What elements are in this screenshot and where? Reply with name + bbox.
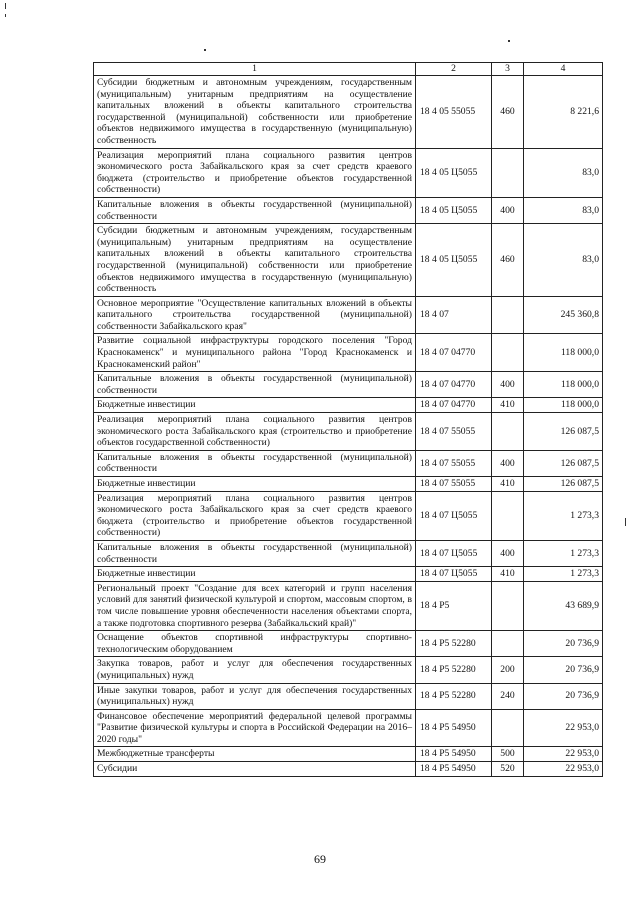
row-sum: 20 736,9 bbox=[524, 683, 603, 709]
table-row bbox=[94, 657, 603, 683]
row-sum: 20 736,9 bbox=[524, 657, 603, 683]
scan-speck bbox=[508, 40, 510, 42]
row-expense-type: 400 bbox=[492, 197, 524, 223]
table-row bbox=[94, 398, 603, 413]
row-sum: 118 000,0 bbox=[524, 334, 603, 372]
row-sum: 22 953,0 bbox=[524, 762, 603, 777]
table-row bbox=[94, 491, 603, 540]
table-body bbox=[94, 63, 603, 777]
row-code: 18 4 05 55055 bbox=[416, 76, 492, 149]
page-number: 69 bbox=[314, 852, 326, 866]
row-expense-type bbox=[492, 581, 524, 630]
row-sum: 22 953,0 bbox=[524, 747, 603, 762]
scan-speck bbox=[625, 518, 626, 526]
row-code: 18 4 07 04770 bbox=[416, 334, 492, 372]
row-code: 18 4 05 Ц5055 bbox=[416, 197, 492, 223]
row-sum: 126 087,5 bbox=[524, 477, 603, 492]
row-code: 18 4 P5 54950 bbox=[416, 762, 492, 777]
scan-speck bbox=[5, 14, 6, 17]
row-name: Бюджетные инвестиции bbox=[94, 567, 416, 582]
row-sum: 1 273,3 bbox=[524, 567, 603, 582]
scan-speck bbox=[5, 3, 6, 9]
row-code: 18 4 07 55055 bbox=[416, 477, 492, 492]
row-name: Субсидии бюджетным и автономным учреждениям, государственным (муниципальным) унитарным предприятиям на осуществление капитальных вложений в объекты капитального строительства государственной (муниципальной) собственности или приобретение объектов недвижимого имущества в государственную (муниципальную) собственность bbox=[94, 224, 416, 297]
table-row bbox=[94, 683, 603, 709]
row-expense-type: 460 bbox=[492, 76, 524, 149]
header-cell-col1: 1 bbox=[94, 63, 416, 76]
row-name: Бюджетные инвестиции bbox=[94, 477, 416, 492]
row-sum: 1 273,3 bbox=[524, 491, 603, 540]
row-name: Реализация мероприятий плана социального развития центров экономического роста Забайкальского края (строительство и приобретение объектов государственной собственности) bbox=[94, 413, 416, 451]
row-expense-type bbox=[492, 334, 524, 372]
row-sum: 118 000,0 bbox=[524, 398, 603, 413]
table-row bbox=[94, 540, 603, 566]
row-name: Субсидии бюджетным и автономным учреждениям, государственным (муниципальным) унитарным предприятиям на осуществление капитальных вложений в объекты капитального строительства государственной (муниципальной) собственности или приобретение объектов недвижимого имущества в государственную (муниципальную) собственность bbox=[94, 76, 416, 149]
row-code: 18 4 07 55055 bbox=[416, 413, 492, 451]
table-row bbox=[94, 747, 603, 762]
table-row bbox=[94, 567, 603, 582]
table-row bbox=[94, 224, 603, 297]
table-row bbox=[94, 709, 603, 747]
table-header-row bbox=[94, 63, 603, 76]
row-sum: 43 689,9 bbox=[524, 581, 603, 630]
row-name: Закупка товаров, работ и услуг для обеспечения государственных (муниципальных) нужд bbox=[94, 657, 416, 683]
row-expense-type: 410 bbox=[492, 567, 524, 582]
row-code: 18 4 07 Ц5055 bbox=[416, 567, 492, 582]
row-expense-type: 520 bbox=[492, 762, 524, 777]
row-name: Реализация мероприятий плана социального развития центров экономического роста Забайкальского края за счет средств краевого бюджета (строительство и приобретение объектов государственной собственности) bbox=[94, 148, 416, 197]
row-expense-type: 460 bbox=[492, 224, 524, 297]
header-cell-col3: 3 bbox=[492, 63, 524, 76]
table-row bbox=[94, 76, 603, 149]
row-code: 18 4 P5 52280 bbox=[416, 683, 492, 709]
row-code: 18 4 07 04770 bbox=[416, 398, 492, 413]
row-code: 18 4 P5 bbox=[416, 581, 492, 630]
row-code: 18 4 07 Ц5055 bbox=[416, 491, 492, 540]
table-row bbox=[94, 197, 603, 223]
row-name: Оснащение объектов спортивной инфраструктуры спортивно-технологическим оборудованием bbox=[94, 631, 416, 657]
row-expense-type bbox=[492, 631, 524, 657]
table-row bbox=[94, 762, 603, 777]
row-name: Основное мероприятие "Осуществление капитальных вложений в объекты капитального строительства государственной (муниципальной) собственности Забайкальского края" bbox=[94, 296, 416, 334]
row-expense-type: 200 bbox=[492, 657, 524, 683]
row-name: Капитальные вложения в объекты государственной (муниципальной) собственности bbox=[94, 197, 416, 223]
row-code: 18 4 05 Ц5055 bbox=[416, 224, 492, 297]
row-code: 18 4 P5 52280 bbox=[416, 657, 492, 683]
row-code: 18 4 07 bbox=[416, 296, 492, 334]
row-code: 18 4 07 04770 bbox=[416, 372, 492, 398]
row-name: Субсидии bbox=[94, 762, 416, 777]
row-code: 18 4 P5 54950 bbox=[416, 747, 492, 762]
row-name: Межбюджетные трансферты bbox=[94, 747, 416, 762]
row-sum: 83,0 bbox=[524, 197, 603, 223]
scan-speck bbox=[204, 49, 206, 51]
row-name: Региональный проект "Создание для всех категорий и групп населения условий для занятий физической культурой и спортом, массовым спортом, в том числе повышение уровня обеспеченности населения объектами спорта, а также подготовка спортивного резерва (Забайкальский край)" bbox=[94, 581, 416, 630]
row-code: 18 4 07 55055 bbox=[416, 450, 492, 476]
row-expense-type bbox=[492, 491, 524, 540]
row-sum: 83,0 bbox=[524, 148, 603, 197]
row-code: 18 4 07 Ц5055 bbox=[416, 540, 492, 566]
budget-table bbox=[93, 62, 603, 777]
row-code: 18 4 P5 54950 bbox=[416, 709, 492, 747]
row-name: Капитальные вложения в объекты государственной (муниципальной) собственности bbox=[94, 372, 416, 398]
row-code: 18 4 P5 52280 bbox=[416, 631, 492, 657]
row-sum: 245 360,8 bbox=[524, 296, 603, 334]
row-expense-type: 240 bbox=[492, 683, 524, 709]
row-name: Иные закупки товаров, работ и услуг для обеспечения государственных (муниципальных) нужд bbox=[94, 683, 416, 709]
row-expense-type: 500 bbox=[492, 747, 524, 762]
row-expense-type bbox=[492, 413, 524, 451]
table-row bbox=[94, 450, 603, 476]
table-row bbox=[94, 631, 603, 657]
row-sum: 118 000,0 bbox=[524, 372, 603, 398]
row-name: Капитальные вложения в объекты государственной (муниципальной) собственности bbox=[94, 450, 416, 476]
row-name: Капитальные вложения в объекты государственной (муниципальной) собственности bbox=[94, 540, 416, 566]
row-expense-type: 400 bbox=[492, 540, 524, 566]
table-row bbox=[94, 296, 603, 334]
table-row bbox=[94, 413, 603, 451]
row-sum: 126 087,5 bbox=[524, 450, 603, 476]
row-expense-type bbox=[492, 296, 524, 334]
table-row bbox=[94, 334, 603, 372]
row-expense-type: 400 bbox=[492, 372, 524, 398]
row-expense-type: 400 bbox=[492, 450, 524, 476]
row-name: Реализация мероприятий плана социального развития центров экономического роста Забайкальского края за счет средств краевого бюджета (строительство и приобретение объектов государственной собственности) bbox=[94, 491, 416, 540]
row-name: Финансовое обеспечение мероприятий федеральной целевой программы "Развитие физической культуры и спорта в Российской Федерации на 2016–2020 годы" bbox=[94, 709, 416, 747]
row-code: 18 4 05 Ц5055 bbox=[416, 148, 492, 197]
header-cell-col2: 2 bbox=[416, 63, 492, 76]
row-sum: 126 087,5 bbox=[524, 413, 603, 451]
row-sum: 8 221,6 bbox=[524, 76, 603, 149]
header-cell-col4: 4 bbox=[524, 63, 603, 76]
row-sum: 1 273,3 bbox=[524, 540, 603, 566]
row-sum: 83,0 bbox=[524, 224, 603, 297]
table-row bbox=[94, 477, 603, 492]
row-sum: 22 953,0 bbox=[524, 709, 603, 747]
row-expense-type bbox=[492, 709, 524, 747]
row-name: Бюджетные инвестиции bbox=[94, 398, 416, 413]
row-name: Развитие социальной инфраструктуры городского поселения "Город Краснокаменск" и муниципального района "Город Краснокаменск и Краснокаменский район" bbox=[94, 334, 416, 372]
table-row bbox=[94, 148, 603, 197]
table-row bbox=[94, 581, 603, 630]
row-sum: 20 736,9 bbox=[524, 631, 603, 657]
row-expense-type: 410 bbox=[492, 398, 524, 413]
table-row bbox=[94, 372, 603, 398]
row-expense-type: 410 bbox=[492, 477, 524, 492]
row-expense-type bbox=[492, 148, 524, 197]
